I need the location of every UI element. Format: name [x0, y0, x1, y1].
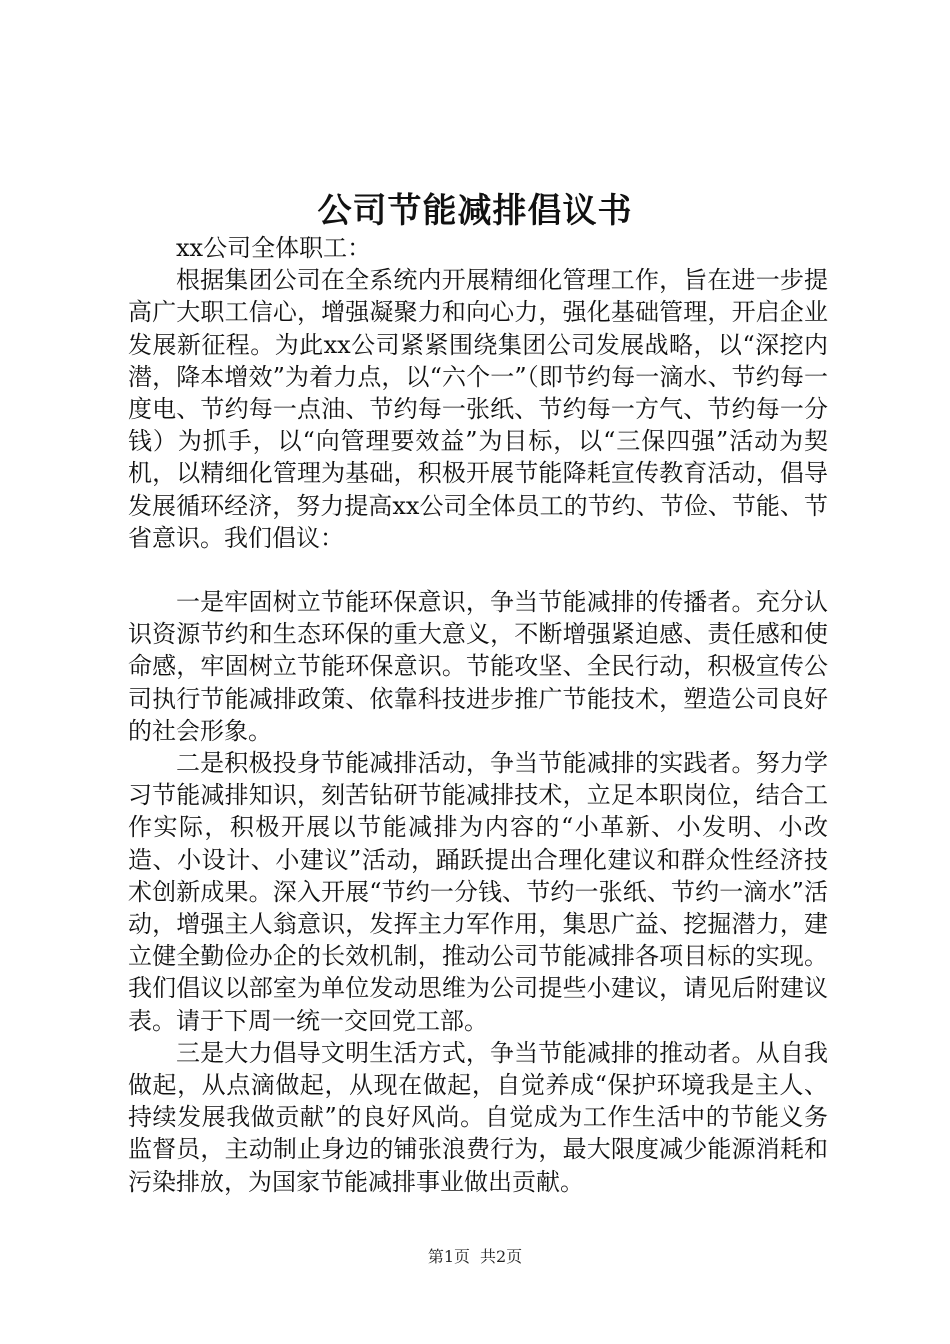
page-total: 共2页: [480, 1247, 523, 1266]
document-body: [128, 232, 828, 1198]
proposal-one-paragraph: 一是牢固树立节能环保意识，争当节能减排的传播者。充分认识资源节约和生态环保的重大意义，不断增强紧迫感、责任感和使命感，牢固树立节能环保意识。节能攻坚、全民行动，积极宣传公司执行节能减排政策、依靠科技进步推广节能技术，塑造公司良好的社会形象。: [128, 588, 828, 745]
salutation: xx公司全体职工：: [176, 234, 372, 262]
proposal-three-paragraph: 三是大力倡导文明生活方式，争当节能减排的推动者。从自我做起，从点滴做起，从现在做起，自觉养成“保护环境我是主人、持续发展我做贡献”的良好风尚。自觉成为工作生活中的节能义务监督员，主动制止身边的铺张浪费行为，最大限度减少能源消耗和污染排放，为国家节能减排事业做出贡献。: [128, 1038, 828, 1196]
page-number: 第1页: [427, 1247, 470, 1266]
proposal-two-paragraph: 二是积极投身节能减排活动，争当节能减排的实践者。努力学习节能减排知识，刻苦钻研节能减排技术，立足本职岗位，结合工作实际，积极开展以节能减排为内容的“小革新、小发明、小改造、小设计、小建议”活动，踊跃提出合理化建议和群众性经济技术创新成果。深入开展“节约一分钱、节约一张纸、节约一滴水”活动，增强主人翁意识，发挥主力军作用，集思广益、挖掘潜力，建立健全勤俭办企的长效机制，推动公司节能减排各项目标的实现。我们倡议以部室为单位发动思维为公司提些小建议，请见后附建议表。请于下周一统一交回党工部。: [128, 749, 828, 1035]
intro-paragraph: 根据集团公司在全系统内开展精细化管理工作，旨在进一步提高广大职工信心，增强凝聚力和向心力，强化基础管理，开启企业发展新征程。为此xx公司紧紧围绕集团公司发展战略，以“深挖内潜，降本增效”为着力点，以“六个一”（即节约每一滴水、节约每一度电、节约每一点油、节约每一张纸、节约每一方气、节约每一分钱）为抓手，以“向管理要效益”为目标，以“三保四强”活动为契机，以精细化管理为基础，积极开展节能降耗宣传教育活动，倡导发展循环经济，努力提高xx公司全体员工的节约、节俭、节能、节省意识。我们倡议：: [128, 266, 828, 552]
page-footer: [0, 1244, 950, 1267]
document-title: 公司节能减排倡议书: [317, 191, 633, 231]
